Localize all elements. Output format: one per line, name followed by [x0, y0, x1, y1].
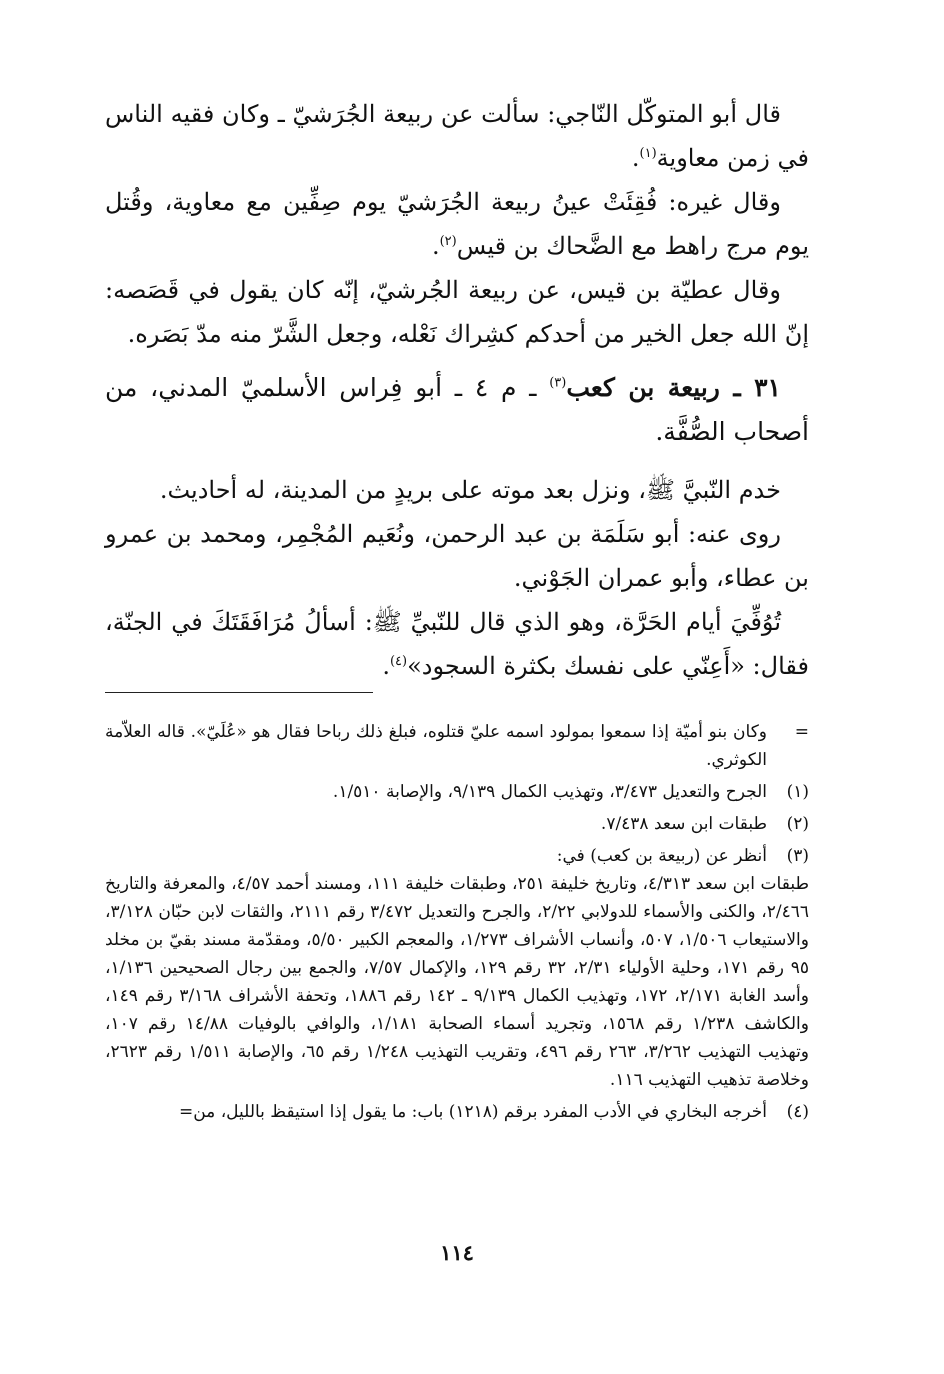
paragraph-text: تُوُفِّيَ أيام الحَرَّة، وهو الذي قال للنّبيِّ ﷺ: أسألُ مُرَافَقَتَكَ في الجنّة، فقال: «أَعِنّي على نفسك بكثرة السجود» — [105, 608, 809, 680]
footnote-continuation — [105, 718, 809, 774]
footnote-text: طبقات ابن سعد ٧/٤٣٨. — [600, 814, 767, 834]
footnote-mark: (٣) — [786, 846, 809, 866]
entry-number-name: ٣١ ـ ربيعة بن كعب — [566, 373, 781, 402]
paragraph-text: وقال غيره: فُقِئَتْ عينُ ربيعة الجُرَشيّ يوم صِفِّين مع معاوية، وقُتل يوم مرج راهط مع الضَّحاك بن قيس — [105, 188, 809, 260]
paragraph-abu-mutawakkil — [105, 92, 809, 180]
paragraph-atiyya: وقال عطيّة بن قيس، عن ربيعة الجُرشيّ، إنّه كان يقول في قَصَصه: إنّ الله جعل الخير من أحدكم كشِراك نَعْله، وجعل الشَّرّ منه مدّ بَصَره. — [105, 276, 809, 348]
book-page — [105, 92, 809, 1352]
footnote-2 — [105, 810, 809, 838]
paragraph-end: . — [382, 652, 390, 680]
footnote-mark: (٢) — [786, 814, 809, 834]
paragraph-khadam: خدم النّبيَّ ﷺ، ونزل بعد موته على بريدٍ من المدينة، له أحاديث. — [159, 476, 781, 504]
footnote-text: أخرجه البخاري في الأدب المفرد برقم (١٢١٨) باب: ما يقول إذا استيقظ بالليل، من= — [179, 1102, 767, 1122]
footnote-1 — [105, 778, 809, 806]
footnotes — [105, 714, 809, 1126]
footnote-3 — [105, 842, 809, 870]
paragraph-ghayruh — [105, 180, 809, 268]
paragraph-text: قال أبو المتوكّل النّاجي: سألت عن ربيعة الجُرَشيّ ـ وكان فقيه الناس في زمن معاوية — [105, 100, 809, 172]
main-text — [105, 92, 809, 688]
page-number: ١١٤ — [440, 1240, 474, 1265]
paragraph-end: . — [631, 144, 640, 172]
footnote-mark: (١) — [786, 782, 809, 802]
footnote-mark: (٤) — [786, 1102, 809, 1122]
footnote-ref-4[interactable]: (٤) — [389, 654, 408, 669]
footnote-ref-2[interactable]: (٢) — [439, 234, 457, 249]
footnote-separator — [105, 692, 373, 693]
footnote-ref-3[interactable]: (٣) — [549, 375, 567, 391]
continuation-mark: = — [794, 722, 809, 742]
footnote-text: أنظر عن (ربيعة بن كعب) في: — [556, 846, 767, 866]
continuation-text: وكان بنو أميّة إذا سمعوا بمولود اسمه عليّ قتلوه، فبلغ ذلك رباحا فقال هو «عُلَيّ». قاله العلاّمة الكوثري. — [105, 722, 767, 770]
footnote-text: الجرح والتعديل ٣/٤٧٣، وتهذيب الكمال ٩/١٣٩، والإصابة ١/٥١٠. — [332, 782, 767, 802]
footnote-4 — [105, 1098, 809, 1126]
entry-heading-rabia-bin-kaab — [105, 366, 809, 454]
entry-description: ـ م ٤ ـ أبو فِراس الأسلميّ المدني، من أصحاب الصُّفَّة. — [105, 373, 809, 446]
footnote-3-details: طبقات ابن سعد ٤/٣١٣، وتاريخ خليفة ٢٥١، وطبقات خليفة ١١١، ومسند أحمد ٤/٥٧، والمعرفة والتاريخ ٢/٤٦٦، والكنى والأسماء للدولابي ٢/٢٢، والجرح والتعديل ٣/٤٧٢ رقم ٢١١١، والثقات لابن حبّان ٣/١٢٨، والاستيعاب ١/٥٠٦، ٥٠٧، وأنساب الأشراف ١/٢٧٣، والمعجم الكبير ٥/٥٠، ومقدّمة مسند بقيّ بن مخلد ٩٥ رقم ١٧١، وحلية الأولياء ٢/٣١، ٣٢ رقم ١٢٩، والإكمال ٧/٥٧، والجمع بين رجال الصحيحين ١/١٣٦، وأسد الغابة ٢/١٧١، ١٧٢، وتهذيب الكمال ٩/١٣٩ ـ ١٤٢ رقم ١٨٨٦، وتحفة الأشراف ٣/١٦٨ رقم ١٤٩، والكاشف ١/٢٣٨ رقم ١٥٦٨، وتجريد أسماء الصحابة ١/١٨١، والوافي بالوفيات ١٤/٨٨ رقم ١٠٧، وتهذيب التهذيب ٣/٢٦٢، ٢٦٣ رقم ٤٩٦، وتقريب التهذيب ١/٢٤٨ رقم ٦٥، والإصابة ١/٥١١ رقم ٢٦٢٣، وخلاصة تذهيب التهذيب ١١٦. — [105, 874, 810, 1090]
paragraph-rawa-anhu: روى عنه: أبو سَلَمَة بن عبد الرحمن، ونُعَيم المُجْمِر، ومحمد بن عمرو بن عطاء، وأبو عمران الجَوْني. — [105, 520, 809, 592]
paragraph-end: . — [431, 232, 440, 260]
paragraph-tuwuffiya — [105, 600, 809, 688]
footnote-ref-1[interactable]: (١) — [639, 146, 657, 161]
